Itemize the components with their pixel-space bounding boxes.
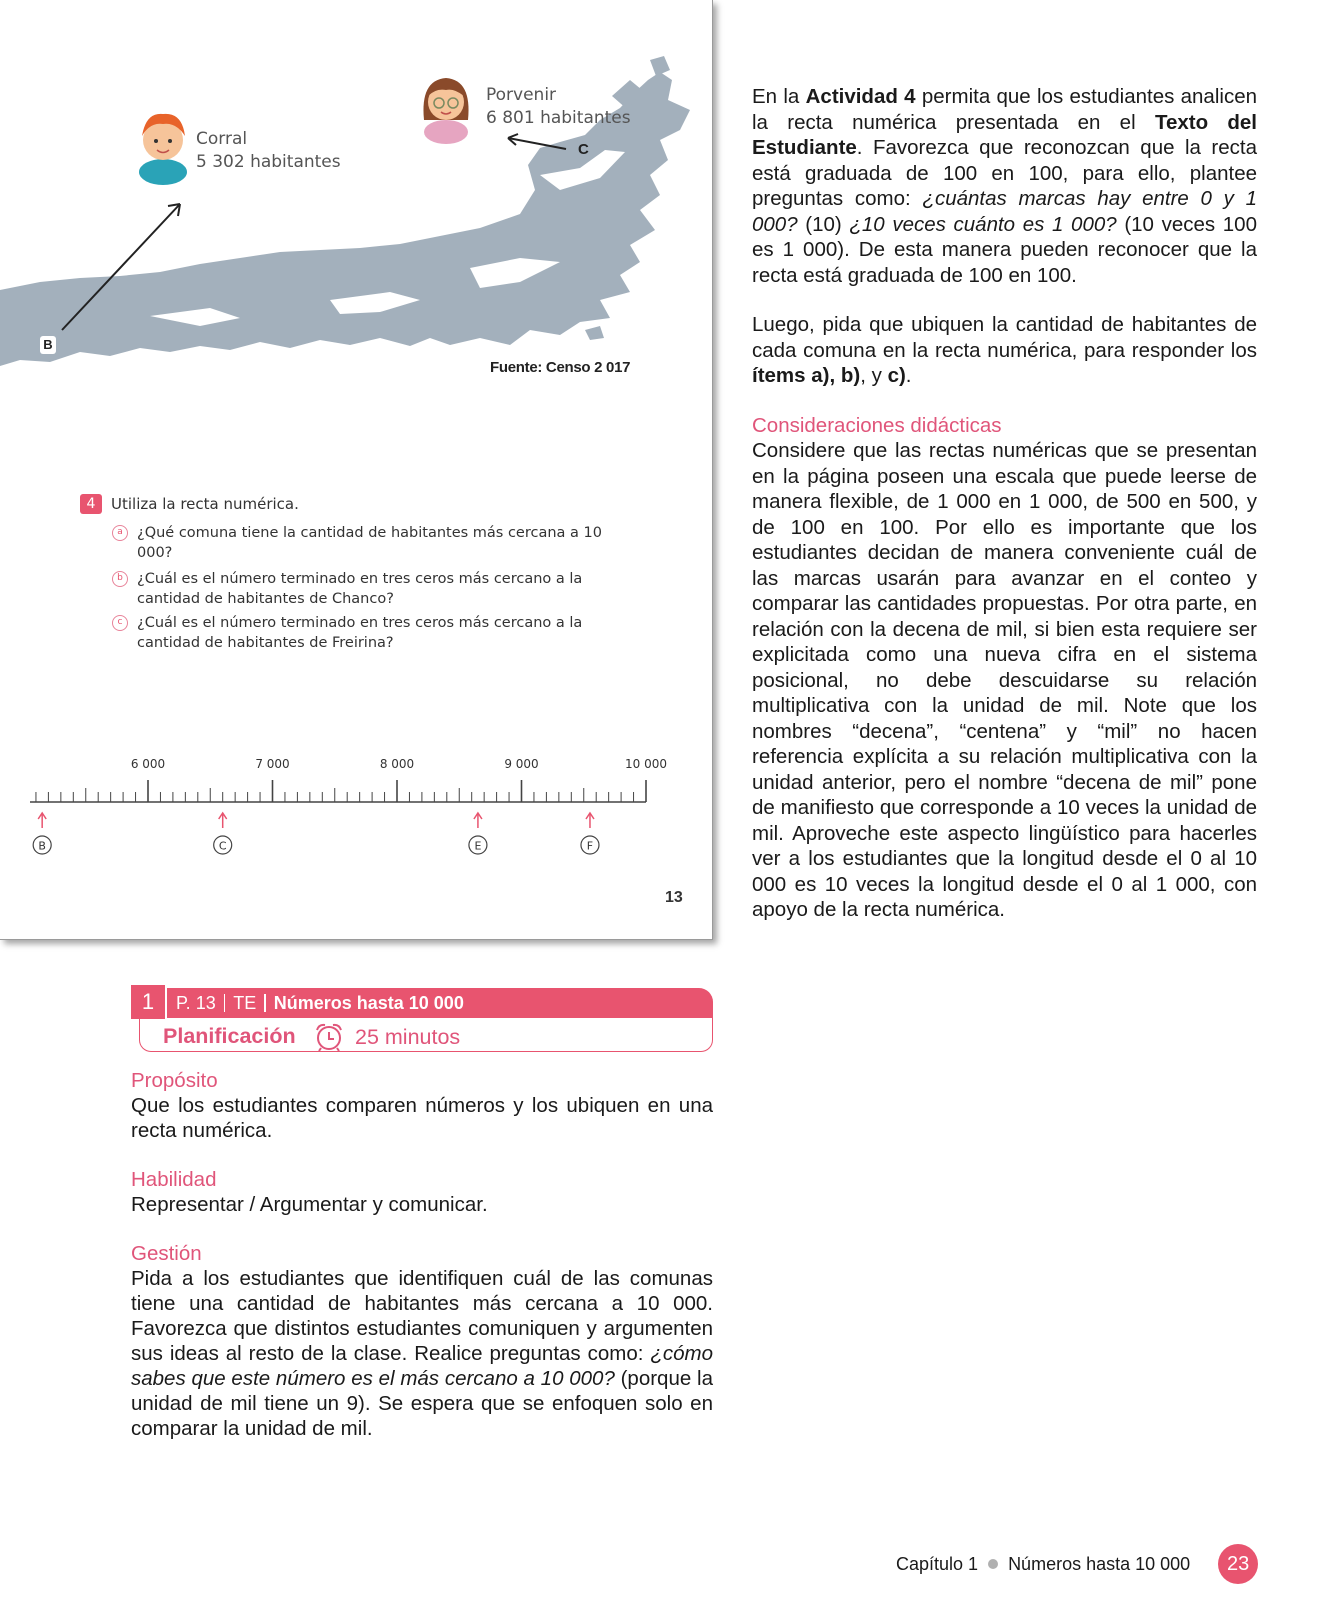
lesson-number: 1: [131, 985, 167, 1019]
activity-item-c: [80, 613, 640, 653]
items-guidance-paragraph: [752, 312, 1257, 389]
place-name: Corral: [196, 129, 248, 149]
number-line-tick-label: 6 000: [130, 757, 166, 771]
item-bullet: c: [112, 615, 128, 631]
management-heading: Gestión: [131, 1242, 202, 1265]
considerations-paragraph: Considere que las rectas numéricas que se presentan en la página poseen una escala que puede leerse de manera flexible, de 1 000 en 1 000, de 500 en 500, y de 100 en 100. Por ello es importante que los estudiantes decidan de manera conveniente cuál de las marcas usarán para avanzar en el conteo y comparar las cantidades propuestas. Por otra parte, en relación con la decena de mil, si bien esta requiere ser explicitada como una nueva cifra en el sistema posicional, no debe descuidarse su relación multiplicativa con la unidad de mil. Note que los nombres “decena”, “centena” y “mil” no hacen referencia explícita a su relación multiplicativa con la unidad anterior, pero el nombre “decena de mil” pone de manifiesto que corresponde a 10 veces la unidad de mil. Aproveche este aspecto lingüístico para hacerles ver a los estudiantes que la longitud desde el 0 al 10 000 es 10 veces la longitud desde el 0 al 1 000, con apoyo de la recta numérica.: [752, 439, 1257, 921]
marker-label: E: [474, 839, 482, 853]
planning-duration: 25 minutos: [355, 1025, 461, 1049]
purpose-heading: Propósito: [131, 1069, 218, 1092]
purpose-section: [131, 1068, 713, 1143]
item-bullet: a: [112, 525, 128, 541]
bold-run: ítems a), b): [752, 364, 861, 387]
text-run: , y: [860, 364, 888, 387]
text-run: (porque la unidad de mil tiene un 9). Se espera que se enfoquen solo en comparar la unidad de mil.: [131, 1367, 713, 1440]
marker-label: B: [38, 839, 46, 853]
text-run: permita que los estudiantes analicen la recta numérica presentada en el: [752, 85, 1257, 134]
map-source: Fuente: Censo 2 017: [490, 359, 631, 376]
marker-label: F: [586, 839, 594, 853]
text-run: En la: [752, 85, 806, 108]
page-ref: P. 13: [176, 993, 216, 1013]
planning-header: [131, 988, 713, 1053]
corral-label: [196, 128, 341, 174]
item-bullet: b: [112, 571, 128, 587]
alarm-clock-icon: [311, 1022, 347, 1052]
place-population: 6 801 habitantes: [486, 108, 631, 128]
text-run: Luego, pida que ubiquen la cantidad de habitantes de cada comuna en la recta numérica, para responder los: [752, 313, 1257, 362]
text-run: . Favorezca que reconozcan que la recta está graduada de 100 en 100, para ello, plantee preguntas como:: [752, 136, 1257, 210]
activity-guidance-paragraph: [752, 84, 1257, 288]
woman-avatar: [423, 78, 468, 144]
item-text: ¿Qué comuna tiene la cantidad de habitantes más cercana a 10 000?: [137, 525, 602, 561]
activity-item-a: [80, 523, 640, 563]
guide-left-column: [131, 1068, 713, 1465]
activity-number: 4: [80, 494, 102, 514]
place-name: Porvenir: [486, 85, 557, 105]
map-marker-b: B: [40, 336, 56, 354]
number-line-tick-label: 8 000: [379, 757, 415, 771]
text-run: (10 veces 100 es 1 000). De esta manera pueden reconocer que la recta está graduada de 100 en 100.: [752, 212, 1257, 287]
planning-breadcrumb: [176, 993, 464, 1014]
footer-dot: [988, 1559, 998, 1569]
skill-text: Representar / Argumentar y comunicar.: [131, 1193, 488, 1216]
italic-run: ¿cómo sabes que este número es el más cercano a 10 000?: [131, 1342, 713, 1390]
number-line-tick-label: 10 000: [625, 757, 667, 771]
lesson-topic: Números hasta 10 000: [273, 993, 464, 1013]
footer-topic: Números hasta 10 000: [1008, 1553, 1191, 1574]
item-text: ¿Cuál es el número terminado en tres ceros más cercano a la cantidad de habitantes de Chanco?: [137, 571, 583, 607]
map-island: [650, 56, 670, 76]
student-page-thumbnail: [0, 0, 713, 940]
skill-section: [131, 1167, 713, 1217]
footer-page-number: 23: [1218, 1544, 1258, 1584]
purpose-text: Que los estudiantes comparen números y los ubiquen en una recta numérica.: [131, 1094, 713, 1142]
map-marker-c: C: [578, 141, 589, 158]
skill-heading: Habilidad: [131, 1168, 217, 1191]
marker-label: C: [218, 839, 227, 853]
footer-chapter: Capítulo 1: [896, 1553, 979, 1574]
activity-header: [80, 494, 640, 514]
guide-right-column: [752, 84, 1257, 923]
chile-map-illustration: [0, 0, 713, 420]
number-line-tick-label: 7 000: [255, 757, 290, 771]
porvenir-label: [486, 84, 631, 130]
considerations-heading: Consideraciones didácticas: [752, 413, 1002, 437]
number-line-tick-label: 9 000: [504, 757, 539, 771]
bold-run: c): [887, 364, 906, 387]
activity-instruction: Utiliza la recta numérica.: [111, 495, 299, 513]
place-population: 5 302 habitantes: [196, 152, 341, 172]
page-footer: [896, 1544, 1258, 1584]
text-run: .: [905, 364, 912, 387]
italic-run: ¿cuántas marcas hay entre 0 y 1 000?: [752, 187, 1257, 236]
boy-avatar: [139, 114, 187, 185]
book-ref: TE: [233, 993, 257, 1013]
student-page-number: 13: [665, 889, 683, 906]
bold-run: Actividad 4: [805, 85, 916, 108]
activity-item-b: [80, 569, 640, 609]
planning-title: Planificación: [163, 1024, 296, 1048]
map-island: [585, 326, 604, 340]
activity-4: [80, 494, 640, 653]
item-text: ¿Cuál es el número terminado en tres ceros más cercano a la cantidad de habitantes de Freirina?: [137, 615, 583, 651]
management-section: [131, 1241, 713, 1441]
number-line: [0, 750, 713, 860]
divider: [264, 994, 266, 1012]
italic-run: ¿10 veces cuánto es 1 000?: [849, 212, 1117, 236]
bold-run: Texto del Estudiante: [752, 110, 1257, 159]
text-run: Pida a los estudiantes que identifiquen cuál de las comunas tiene una cantidad de habitantes más cercana a 10 000. Favorezca que distintos estudiantes comuniquen y argumenten sus ideas al resto de la clase. Realice preguntas como:: [131, 1267, 713, 1365]
divider: [224, 994, 226, 1012]
text-run: (10): [797, 212, 850, 236]
